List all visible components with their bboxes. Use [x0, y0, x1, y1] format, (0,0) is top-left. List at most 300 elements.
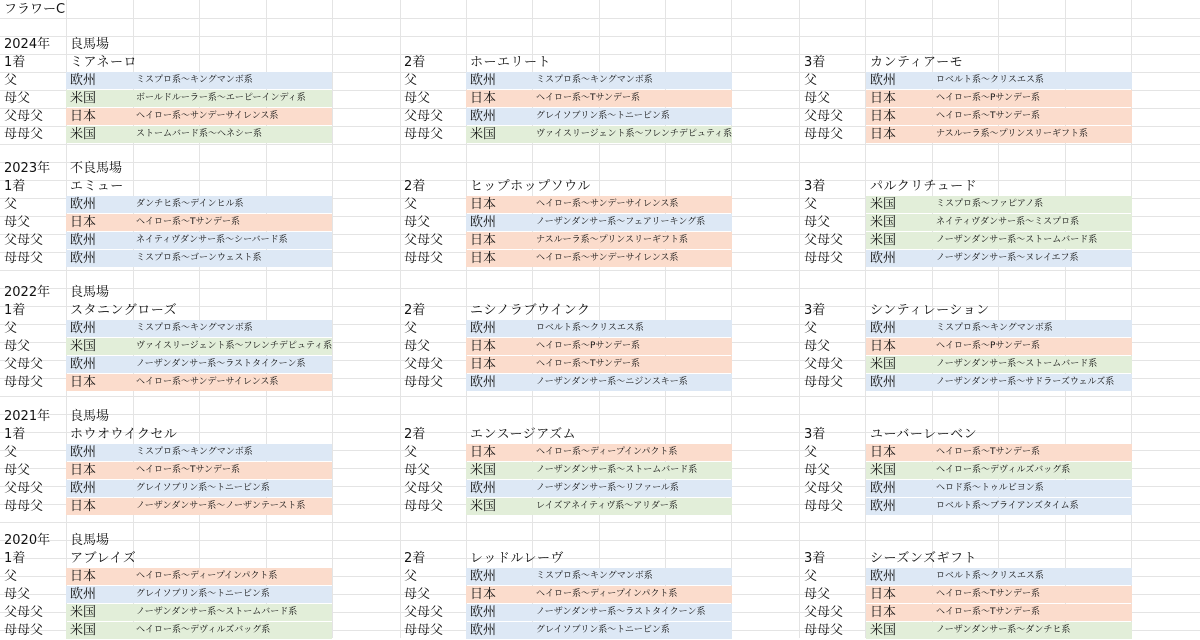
sire-line: ヘイロー系〜Tサンデー系 — [536, 93, 641, 103]
sire-line: ノーザンダンサー系〜ヌレイエフ系 — [936, 253, 1079, 263]
finish-position: 2着 — [404, 427, 426, 442]
origin-region: 欧州 — [870, 499, 897, 514]
track-condition: 良馬場 — [70, 37, 110, 52]
origin-region: 欧州 — [70, 321, 97, 336]
sire-line: ノーザンダンサー系〜ストームバード系 — [536, 465, 698, 475]
origin-region: 日本 — [870, 587, 897, 602]
origin-region: 日本 — [470, 445, 497, 460]
finisher-header — [800, 550, 1135, 568]
finisher-header — [800, 54, 1135, 72]
finisher-block — [800, 426, 1135, 516]
gridline — [0, 288, 1200, 289]
origin-region: 米国 — [870, 357, 897, 372]
sire-line: ノーザンダンサー系〜ラストタイクーン系 — [136, 359, 306, 369]
origin-region: 日本 — [70, 109, 97, 124]
sire-line: ヘイロー系〜サンデーサイレンス系 — [136, 111, 279, 121]
pedigree-role: 母父 — [404, 215, 431, 230]
sire-line: ヘイロー系〜Tサンデー系 — [136, 465, 241, 475]
pedigree-role: 父 — [404, 197, 418, 212]
sire-line: グレイソブリン系〜トニービン系 — [536, 625, 670, 635]
origin-region: 欧州 — [470, 623, 497, 638]
pedigree-row — [0, 462, 335, 480]
race-year: 2024年 — [4, 37, 51, 52]
pedigree-role: 父 — [4, 569, 18, 584]
track-condition: 良馬場 — [70, 409, 110, 424]
pedigree-role: 父 — [4, 445, 18, 460]
origin-region: 米国 — [870, 233, 897, 248]
sire-line: ナスルーラ系〜プリンスリーギフト系 — [536, 235, 689, 245]
sire-line: ノーザンダンサー系〜ストームバード系 — [936, 359, 1098, 369]
sire-line: ノーザンダンサー系〜フェアリーキング系 — [536, 217, 706, 227]
sire-line: ヘイロー系〜Tサンデー系 — [936, 589, 1041, 599]
pedigree-role: 母母父 — [4, 499, 44, 514]
origin-region: 欧州 — [70, 481, 97, 496]
pedigree-row — [400, 214, 735, 232]
origin-region: 日本 — [70, 569, 97, 584]
finish-position: 3着 — [804, 427, 826, 442]
pedigree-row — [800, 196, 1135, 214]
horse-name[interactable]: パルクリチュード — [870, 179, 978, 194]
pedigree-role: 母母父 — [404, 127, 444, 142]
pedigree-role: 父母父 — [804, 605, 844, 620]
gridline — [0, 522, 1200, 523]
pedigree-role: 母母父 — [804, 623, 844, 638]
origin-region: 日本 — [470, 197, 497, 212]
pedigree-role: 母父 — [804, 587, 831, 602]
pedigree-row — [800, 374, 1135, 392]
horse-name[interactable]: スタニングローズ — [70, 303, 178, 318]
sire-line: ミスプロ系〜キングマンボ系 — [536, 75, 653, 85]
sire-line: ダンチヒ系〜デインヒル系 — [136, 199, 244, 209]
origin-region: 米国 — [70, 127, 97, 142]
pedigree-role: 父 — [804, 197, 818, 212]
finish-position: 3着 — [804, 551, 826, 566]
pedigree-row — [0, 72, 335, 90]
pedigree-row — [0, 444, 335, 462]
origin-region: 米国 — [70, 623, 97, 638]
pedigree-role: 母母父 — [4, 127, 44, 142]
sire-line: ヘイロー系〜Tサンデー系 — [936, 111, 1041, 121]
finisher-header — [0, 426, 335, 444]
pedigree-row — [800, 480, 1135, 498]
pedigree-row — [800, 498, 1135, 516]
sire-line: ヘイロー系〜Pサンデー系 — [536, 341, 640, 351]
pedigree-row — [400, 568, 735, 586]
pedigree-row — [0, 232, 335, 250]
pedigree-row — [800, 356, 1135, 374]
origin-region: 日本 — [70, 499, 97, 514]
sire-line: ノーザンダンサー系〜ニジンスキー系 — [536, 377, 688, 387]
pedigree-role: 父 — [404, 321, 418, 336]
finisher-header — [800, 426, 1135, 444]
pedigree-role: 母父 — [4, 339, 31, 354]
origin-region: 日本 — [470, 587, 497, 602]
finish-position: 1着 — [4, 303, 26, 318]
pedigree-row — [400, 444, 735, 462]
pedigree-role: 父 — [404, 569, 418, 584]
finisher-header — [800, 302, 1135, 320]
pedigree-row — [800, 338, 1135, 356]
horse-name[interactable]: エミュー — [70, 179, 124, 194]
sire-line: グレイソブリン系〜トニービン系 — [536, 111, 670, 121]
origin-region: 日本 — [470, 91, 497, 106]
pedigree-role: 母母父 — [804, 499, 844, 514]
pedigree-row — [0, 338, 335, 356]
origin-region: 日本 — [870, 109, 897, 124]
origin-region: 欧州 — [70, 233, 97, 248]
origin-region: 日本 — [870, 91, 897, 106]
finisher-block — [0, 550, 335, 640]
pedigree-role: 父 — [804, 73, 818, 88]
sire-line: ロベルト系〜クリスエス系 — [936, 75, 1044, 85]
origin-region: 米国 — [70, 605, 97, 620]
pedigree-row — [800, 90, 1135, 108]
pedigree-role: 父母父 — [404, 357, 444, 372]
pedigree-row — [400, 108, 735, 126]
horse-name[interactable]: ヒップホップソウル — [470, 179, 591, 194]
finish-position: 1着 — [4, 427, 26, 442]
sire-line: レイズアネイティヴ系〜アリダー系 — [536, 501, 678, 511]
origin-region: 欧州 — [470, 481, 497, 496]
origin-region: 日本 — [470, 357, 497, 372]
horse-name[interactable]: シーズンズギフト — [870, 551, 977, 566]
pedigree-row — [400, 196, 735, 214]
finisher-header — [400, 550, 735, 568]
finisher-header — [400, 426, 735, 444]
horse-name[interactable]: ユーバーレーベン — [870, 427, 978, 442]
track-condition: 良馬場 — [70, 533, 110, 548]
pedigree-role: 父 — [4, 321, 18, 336]
sire-line: ヘイロー系〜デヴィルズバッグ系 — [936, 465, 1071, 475]
finisher-header — [0, 302, 335, 320]
pedigree-row — [800, 214, 1135, 232]
pedigree-role: 父 — [804, 445, 818, 460]
pedigree-row — [400, 374, 735, 392]
sire-line: ヘイロー系〜ディープインパクト系 — [536, 447, 678, 457]
sire-line: ヘイロー系〜サンデーサイレンス系 — [136, 377, 279, 387]
gridline — [0, 396, 1200, 397]
pedigree-role: 母父 — [4, 215, 31, 230]
pedigree-role: 母母父 — [4, 251, 44, 266]
pedigree-role: 母父 — [404, 339, 431, 354]
horse-name[interactable]: レッドルレーヴ — [470, 551, 565, 566]
pedigree-row — [0, 250, 335, 268]
pedigree-row — [800, 586, 1135, 604]
pedigree-role: 母父 — [404, 587, 431, 602]
origin-region: 欧州 — [870, 251, 897, 266]
finish-position: 2着 — [404, 303, 426, 318]
pedigree-role: 母父 — [804, 215, 831, 230]
origin-region: 米国 — [470, 499, 497, 514]
pedigree-row — [800, 108, 1135, 126]
origin-region: 米国 — [870, 197, 897, 212]
pedigree-row — [800, 444, 1135, 462]
pedigree-row — [400, 320, 735, 338]
finisher-block — [800, 54, 1135, 144]
origin-region: 日本 — [70, 215, 97, 230]
origin-region: 欧州 — [470, 321, 497, 336]
finish-position: 2着 — [404, 179, 426, 194]
sire-line: ミスプロ系〜キングマンボ系 — [136, 323, 253, 333]
origin-region: 欧州 — [470, 569, 497, 584]
finish-position: 1着 — [4, 179, 26, 194]
pedigree-row — [400, 622, 735, 640]
horse-name[interactable]: カンティアーモ — [870, 55, 964, 70]
pedigree-role: 母父 — [804, 463, 831, 478]
pedigree-row — [0, 90, 335, 108]
finisher-block — [400, 302, 735, 392]
sire-line: ネイティヴダンサー系〜シーバード系 — [136, 235, 288, 245]
pedigree-row — [800, 568, 1135, 586]
pedigree-role: 母父 — [804, 339, 831, 354]
sire-line: ヘイロー系〜Tサンデー系 — [936, 447, 1041, 457]
horse-name[interactable]: シンティレーション — [870, 303, 990, 318]
sire-line: ノーザンダンサー系〜ダンチヒ系 — [936, 625, 1071, 635]
gridline — [0, 540, 1200, 541]
finish-position: 3着 — [804, 303, 826, 318]
origin-region: 欧州 — [870, 73, 897, 88]
sire-line: ヘイロー系〜サンデーサイレンス系 — [536, 253, 679, 263]
pedigree-role: 母父 — [804, 91, 831, 106]
horse-name[interactable]: ホーエリート — [470, 55, 552, 70]
pedigree-role: 母母父 — [804, 251, 844, 266]
pedigree-row — [800, 622, 1135, 640]
pedigree-row — [0, 498, 335, 516]
pedigree-role: 父母父 — [4, 605, 44, 620]
pedigree-role: 父 — [4, 197, 18, 212]
sire-line: グレイソブリン系〜トニービン系 — [136, 589, 270, 599]
sire-line: ヘイロー系〜ディープインパクト系 — [136, 571, 278, 581]
origin-region: 日本 — [870, 605, 897, 620]
sire-line: ヘロド系〜トゥルビヨン系 — [936, 483, 1044, 493]
pedigree-role: 母母父 — [404, 251, 444, 266]
finisher-block — [800, 178, 1135, 268]
pedigree-role: 父母父 — [404, 233, 444, 248]
origin-region: 米国 — [870, 215, 897, 230]
finisher-block — [800, 550, 1135, 640]
pedigree-role: 父 — [404, 445, 418, 460]
pedigree-role: 母母父 — [4, 375, 44, 390]
pedigree-row — [800, 462, 1135, 480]
pedigree-row — [800, 250, 1135, 268]
pedigree-role: 父母父 — [404, 605, 444, 620]
pedigree-row — [0, 320, 335, 338]
pedigree-row — [800, 604, 1135, 622]
pedigree-role: 母母父 — [404, 375, 444, 390]
pedigree-role: 父母父 — [404, 109, 444, 124]
origin-region: 欧州 — [70, 73, 97, 88]
pedigree-role: 母父 — [4, 91, 31, 106]
pedigree-row — [400, 498, 735, 516]
pedigree-row — [0, 356, 335, 374]
pedigree-role: 父母父 — [404, 481, 444, 496]
finisher-block — [0, 54, 335, 144]
sire-line: ノーザンダンサー系〜ストームバード系 — [936, 235, 1098, 245]
sire-line: ノーザンダンサー系〜ノーザンテースト系 — [136, 501, 306, 511]
sire-line: ヘイロー系〜Tサンデー系 — [936, 607, 1041, 617]
origin-region: 日本 — [470, 233, 497, 248]
pedigree-row — [400, 480, 735, 498]
race-year: 2021年 — [4, 409, 51, 424]
finish-position: 1着 — [4, 551, 26, 566]
sire-line: ロベルト系〜クリスエス系 — [936, 571, 1044, 581]
pedigree-row — [800, 320, 1135, 338]
pedigree-row — [0, 568, 335, 586]
sire-line: ストームバード系〜ヘネシー系 — [136, 129, 263, 139]
finisher-block — [0, 178, 335, 268]
pedigree-row — [400, 586, 735, 604]
gridline — [0, 162, 1200, 163]
origin-region: 欧州 — [70, 445, 97, 460]
pedigree-role: 父母父 — [4, 481, 44, 496]
pedigree-role: 父母父 — [4, 233, 44, 248]
pedigree-row — [800, 126, 1135, 144]
sire-line: ミスプロ系〜キングマンボ系 — [136, 75, 253, 85]
origin-region: 日本 — [870, 445, 897, 460]
origin-region: 日本 — [470, 251, 497, 266]
origin-region: 日本 — [870, 127, 897, 142]
origin-region: 米国 — [870, 623, 897, 638]
sire-line: ノーザンダンサー系〜サドラーズウェルズ系 — [936, 377, 1115, 387]
finisher-header — [400, 54, 735, 72]
pedigree-role: 父 — [404, 73, 418, 88]
pedigree-role: 父 — [804, 321, 818, 336]
origin-region: 米国 — [470, 463, 497, 478]
sire-line: ロベルト系〜ブライアンズタイム系 — [936, 501, 1079, 511]
origin-region: 欧州 — [870, 321, 897, 336]
pedigree-role: 母父 — [4, 587, 31, 602]
pedigree-row — [0, 622, 335, 640]
pedigree-role: 父母父 — [4, 357, 44, 372]
origin-region: 欧州 — [870, 481, 897, 496]
sire-line: ヘイロー系〜サンデーサイレンス系 — [536, 199, 679, 209]
origin-region: 欧州 — [470, 375, 497, 390]
origin-region: 欧州 — [70, 587, 97, 602]
pedigree-row — [0, 214, 335, 232]
pedigree-row — [400, 338, 735, 356]
gridline — [0, 270, 1200, 271]
sire-line: ミスプロ系〜ファピアノ系 — [936, 199, 1044, 209]
horse-name[interactable]: ミアネーロ — [70, 55, 137, 70]
origin-region: 米国 — [70, 91, 97, 106]
horse-name[interactable]: エンスージアズム — [470, 427, 577, 442]
pedigree-row — [400, 90, 735, 108]
gridline — [0, 414, 1200, 415]
sire-line: ヴァイスリージェント系〜フレンチデピュティ系 — [136, 341, 333, 351]
finisher-header — [400, 178, 735, 196]
sire-line: ヘイロー系〜Pサンデー系 — [936, 341, 1040, 351]
pedigree-row — [0, 586, 335, 604]
race-year: 2023年 — [4, 161, 51, 176]
finisher-header — [400, 302, 735, 320]
origin-region: 欧州 — [70, 197, 97, 212]
finish-position: 2着 — [404, 55, 426, 70]
finish-position: 3着 — [804, 179, 826, 194]
pedigree-row — [400, 604, 735, 622]
sire-line: ボールドルーラー系〜エーピーインディ系 — [136, 93, 306, 103]
origin-region: 欧州 — [470, 73, 497, 88]
sire-line: ノーザンダンサー系〜ストームバード系 — [136, 607, 298, 617]
sire-line: グレイソブリン系〜トニービン系 — [136, 483, 270, 493]
sire-line: ロベルト系〜クリスエス系 — [536, 323, 644, 333]
origin-region: 欧州 — [870, 569, 897, 584]
finisher-block — [0, 426, 335, 516]
origin-region: 欧州 — [470, 109, 497, 124]
pedigree-row — [0, 374, 335, 392]
origin-region: 日本 — [470, 339, 497, 354]
pedigree-role: 父 — [4, 73, 18, 88]
finisher-block — [400, 550, 735, 640]
finish-position: 3着 — [804, 55, 826, 70]
finisher-header — [0, 550, 335, 568]
horse-name[interactable]: アブレイズ — [70, 551, 137, 566]
pedigree-row — [0, 126, 335, 144]
pedigree-row — [400, 356, 735, 374]
pedigree-role: 父母父 — [804, 481, 844, 496]
origin-region: 欧州 — [470, 605, 497, 620]
sire-line: ミスプロ系〜キングマンボ系 — [936, 323, 1053, 333]
track-condition: 良馬場 — [70, 285, 110, 300]
origin-region: 欧州 — [470, 215, 497, 230]
pedigree-row — [400, 250, 735, 268]
origin-region: 日本 — [70, 463, 97, 478]
race-year: 2022年 — [4, 285, 51, 300]
finisher-block — [400, 426, 735, 516]
origin-region: 欧州 — [70, 357, 97, 372]
pedigree-row — [0, 108, 335, 126]
race-year: 2020年 — [4, 533, 51, 548]
pedigree-role: 母母父 — [404, 499, 444, 514]
pedigree-role: 父母父 — [804, 109, 844, 124]
pedigree-role: 母母父 — [4, 623, 44, 638]
sire-line: ミスプロ系〜キングマンボ系 — [536, 571, 653, 581]
origin-region: 米国 — [470, 127, 497, 142]
pedigree-row — [800, 72, 1135, 90]
finisher-block — [0, 302, 335, 392]
pedigree-row — [0, 480, 335, 498]
finisher-header — [800, 178, 1135, 196]
sire-line: ヘイロー系〜Tサンデー系 — [136, 217, 241, 227]
horse-name[interactable]: ニシノラブウインク — [470, 303, 591, 318]
pedigree-role: 父 — [804, 569, 818, 584]
sire-line: ヘイロー系〜Tサンデー系 — [536, 359, 641, 369]
origin-region: 日本 — [70, 375, 97, 390]
pedigree-role: 母母父 — [804, 375, 844, 390]
sire-line: ヘイロー系〜ディープインパクト系 — [536, 589, 678, 599]
gridline — [0, 18, 1200, 19]
origin-region: 米国 — [870, 463, 897, 478]
finisher-block — [800, 302, 1135, 392]
sheet-title: フラワーC — [4, 2, 66, 17]
pedigree-role: 父母父 — [4, 109, 44, 124]
pedigree-row — [400, 126, 735, 144]
sire-line: ナスルーラ系〜プリンスリーギフト系 — [936, 129, 1089, 139]
finish-position: 1着 — [4, 55, 26, 70]
sire-line: ミスプロ系〜ゴーンウェスト系 — [136, 253, 262, 263]
sire-line: ミスプロ系〜キングマンボ系 — [136, 447, 253, 457]
pedigree-row — [800, 232, 1135, 250]
pedigree-row — [400, 232, 735, 250]
gridline — [0, 144, 1200, 145]
horse-name[interactable]: ホウオウイクセル — [70, 427, 178, 442]
finisher-header — [0, 178, 335, 196]
gridline — [0, 36, 1200, 37]
pedigree-role: 父母父 — [804, 357, 844, 372]
pedigree-role: 母父 — [404, 91, 431, 106]
pedigree-role: 母父 — [404, 463, 431, 478]
pedigree-row — [400, 72, 735, 90]
origin-region: 日本 — [870, 339, 897, 354]
